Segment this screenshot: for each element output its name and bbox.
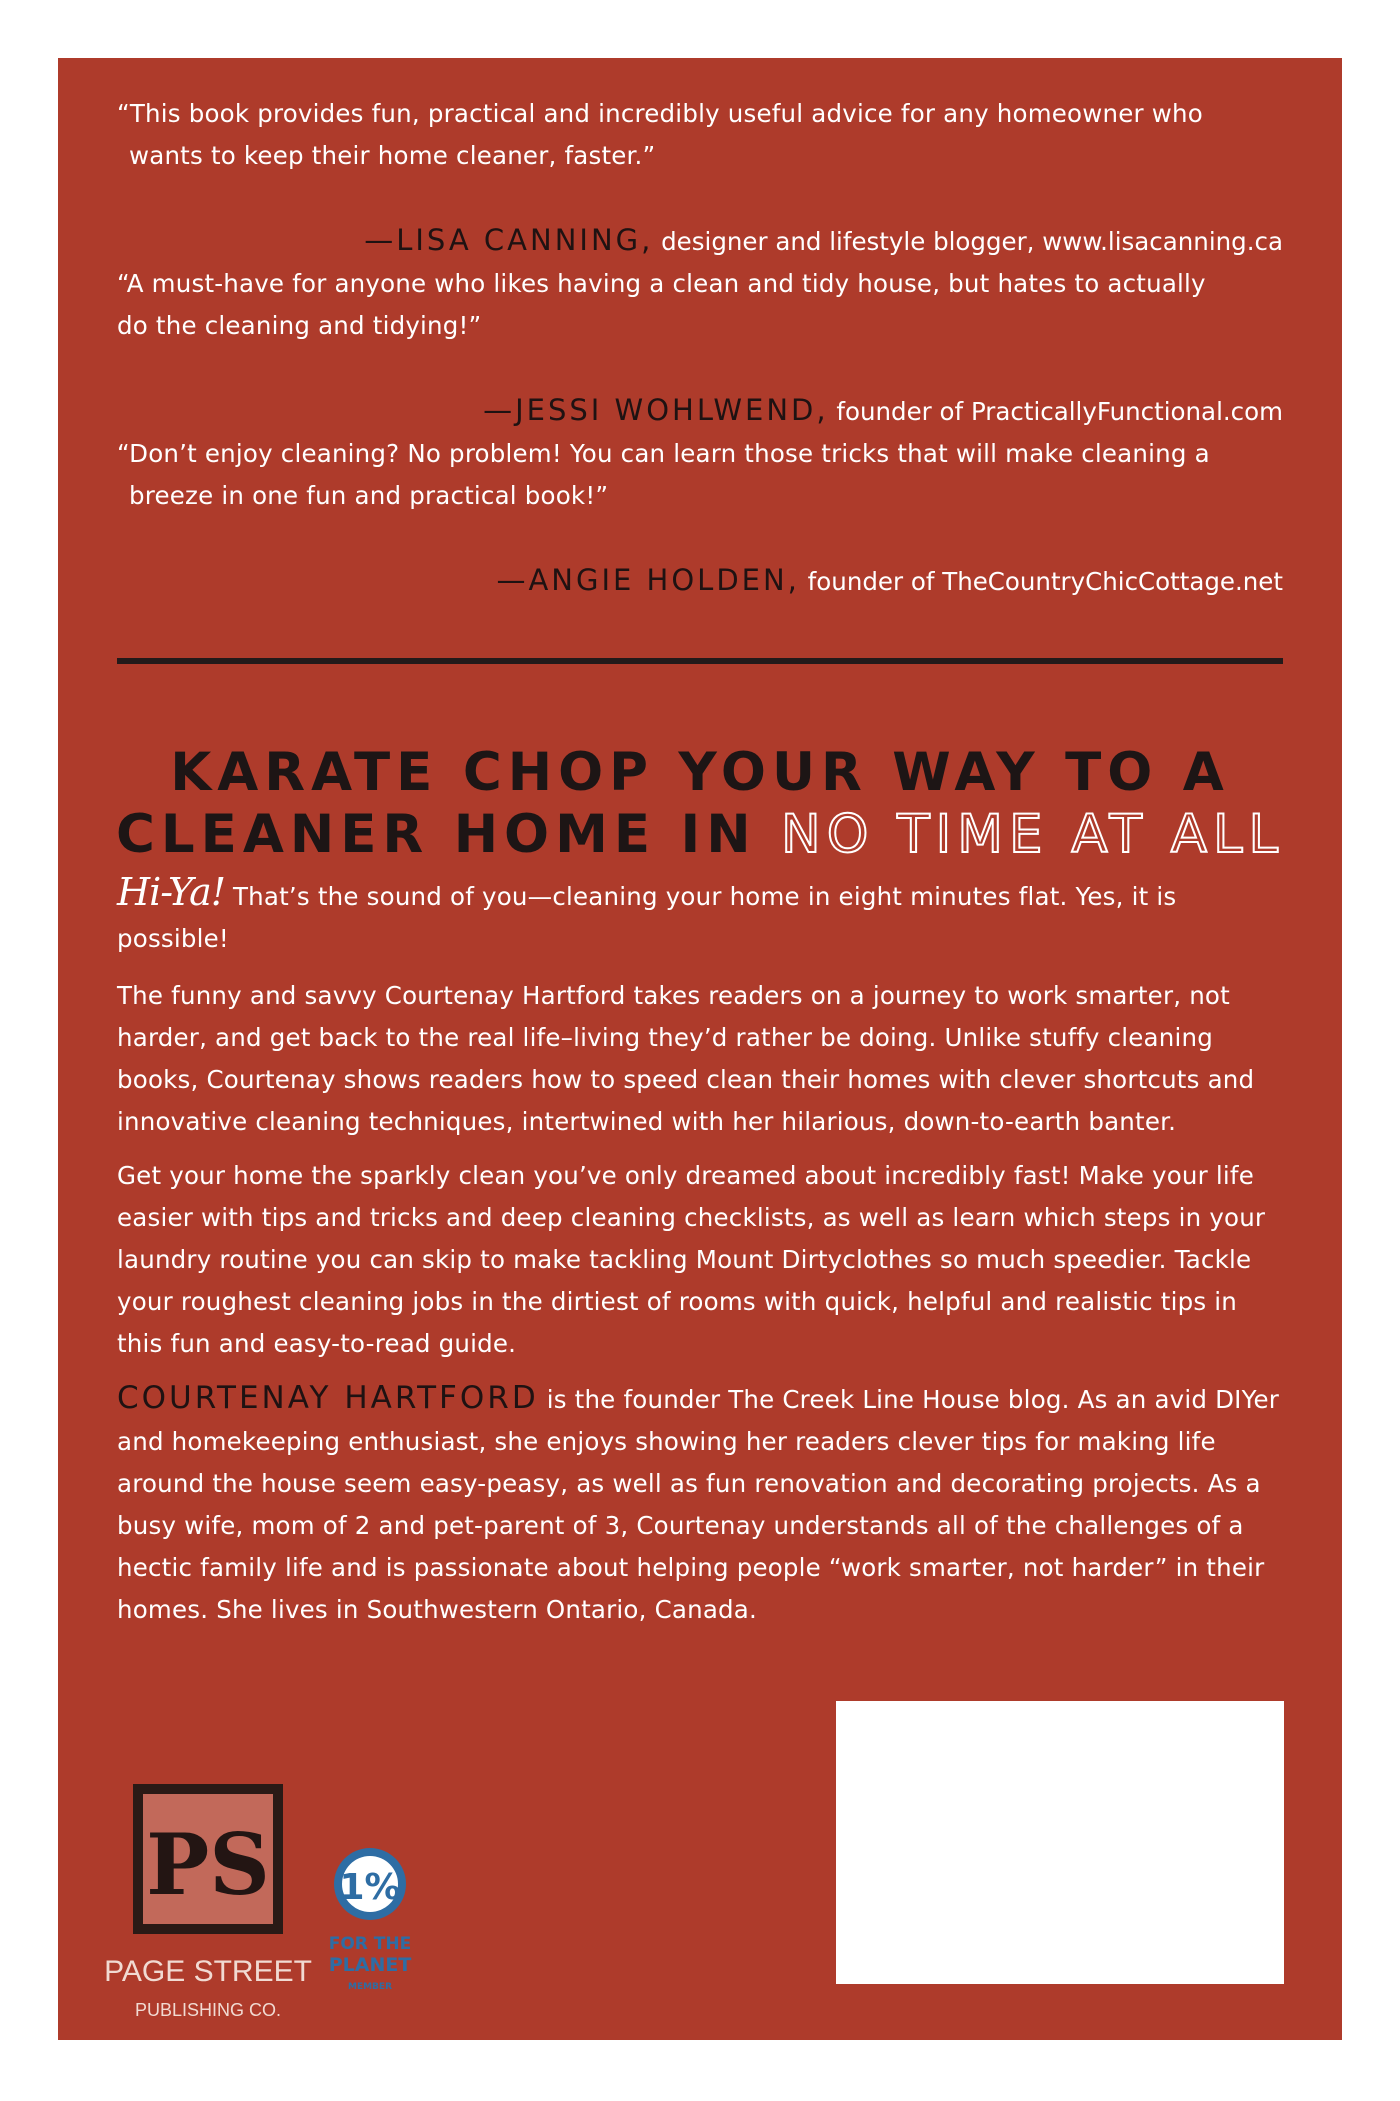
quote-2-line-1: “A must-have for anyone who likes having a clean and tidy house, but hates to actually <box>117 269 1206 298</box>
barcode-area <box>836 1701 1284 1984</box>
badge-percent: 1% <box>339 1867 401 1908</box>
quote-3-line-1: “Don’t enjoy cleaning? No problem! You can learn those tricks that will make cleaning a <box>117 439 1210 468</box>
publisher-mark: PS <box>146 1815 270 1914</box>
quote-1-attribution <box>364 222 1283 260</box>
author-name: COURTENAY HARTFORD <box>117 1380 539 1416</box>
headline-solid-text: CLEANER HOME IN <box>115 804 782 865</box>
headline-line-1: KARATE CHOP YOUR WAY TO A <box>170 742 1230 803</box>
planet-badge <box>320 1844 420 2029</box>
description-paragraph-2 <box>117 975 1287 1143</box>
paragraph-3-text: Get your home the sparkly clean you’ve only dreamed about incredibly fast! Make your life easier with tips and tricks and deep cleaning checklists, as well as learn which steps in your laundry routine you can skip to make tackling Mount Dirtyclothes so much speedier. Tackle your roughest cleaning jobs in the dirtiest of rooms with quick, helpful and realistic tips in this fun and easy-to-read guide. <box>117 1161 1266 1358</box>
publisher-name-line-1: PAGE STREET <box>104 1955 312 1988</box>
quote-3-line-2: breeze in one fun and practical book!” <box>129 481 609 510</box>
badge-line-3: MEMBER <box>348 1982 392 1992</box>
description-paragraph-3 <box>117 1155 1287 1365</box>
quote-1-line-1: “This book provides fun, practical and incredibly useful advice for any homeowner who <box>117 99 1203 128</box>
quote-2-author: —JESSI WOHLWEND, <box>483 393 829 427</box>
quote-2 <box>117 263 1283 347</box>
publisher-name-line-2: PUBLISHING CO. <box>134 2000 282 2020</box>
back-cover <box>58 58 1342 2040</box>
publisher-logo <box>104 1776 312 2046</box>
intro-text: That’s the sound of you—cleaning your home in eight minutes flat. Yes, it is possible! <box>117 882 1177 953</box>
badge-line-1: FOR THE <box>328 1934 412 1954</box>
badge-line-2: PLANET <box>328 1954 412 1976</box>
section-divider <box>117 658 1283 664</box>
author-bio <box>117 1377 1287 1631</box>
quote-1-line-2: wants to keep their home cleaner, faster.” <box>129 141 656 170</box>
paragraph-2-text: The funny and savvy Courtenay Hartford takes readers on a journey to work smarter, not harder, and get back to the real life–living they’d rather be doing. Unlike stuffy cleaning books, Courtenay shows readers how to speed clean their homes with clever shortcuts and innovative cleaning techniques, intertwined with her hilarious, down-to-earth banter. <box>117 981 1255 1136</box>
quote-3-author-role: founder of TheCountryChicCottage.net <box>799 567 1283 596</box>
quote-1-author: —LISA CANNING, <box>364 223 654 257</box>
quote-1 <box>117 93 1283 177</box>
headline-line-2 <box>58 804 1342 866</box>
quote-2-line-2: do the cleaning and tidying!” <box>117 311 482 340</box>
hiya-exclamation: Hi-Ya! <box>117 870 226 914</box>
author-bio-text: is the founder The Creek Line House blog. As an avid DIYer and homekeeping enthusiast, she enjoys showing her readers clever tips for making life around the house seem easy-peasy, as well as fun renovation and decorating projects. As a busy wife, mom of 2 and pet-parent of 3, Courtenay understands all of the challenges of a hectic family life and is passionate about helping people “work smarter, not harder” in their homes. She lives in Southwestern Ontario, Canada. <box>117 1385 1280 1624</box>
description-intro <box>117 871 1287 960</box>
headline-outline-text: NO TIME AT ALL <box>781 804 1285 865</box>
quote-1-author-role: designer and lifestyle blogger, www.lisacanning.ca <box>653 227 1283 256</box>
quote-3 <box>117 433 1283 517</box>
quote-3-author: —ANGIE HOLDEN, <box>496 563 800 597</box>
quote-3-attribution <box>496 562 1283 600</box>
quote-2-attribution <box>483 392 1283 430</box>
quote-2-author-role: founder of PracticallyFunctional.com <box>828 397 1283 426</box>
